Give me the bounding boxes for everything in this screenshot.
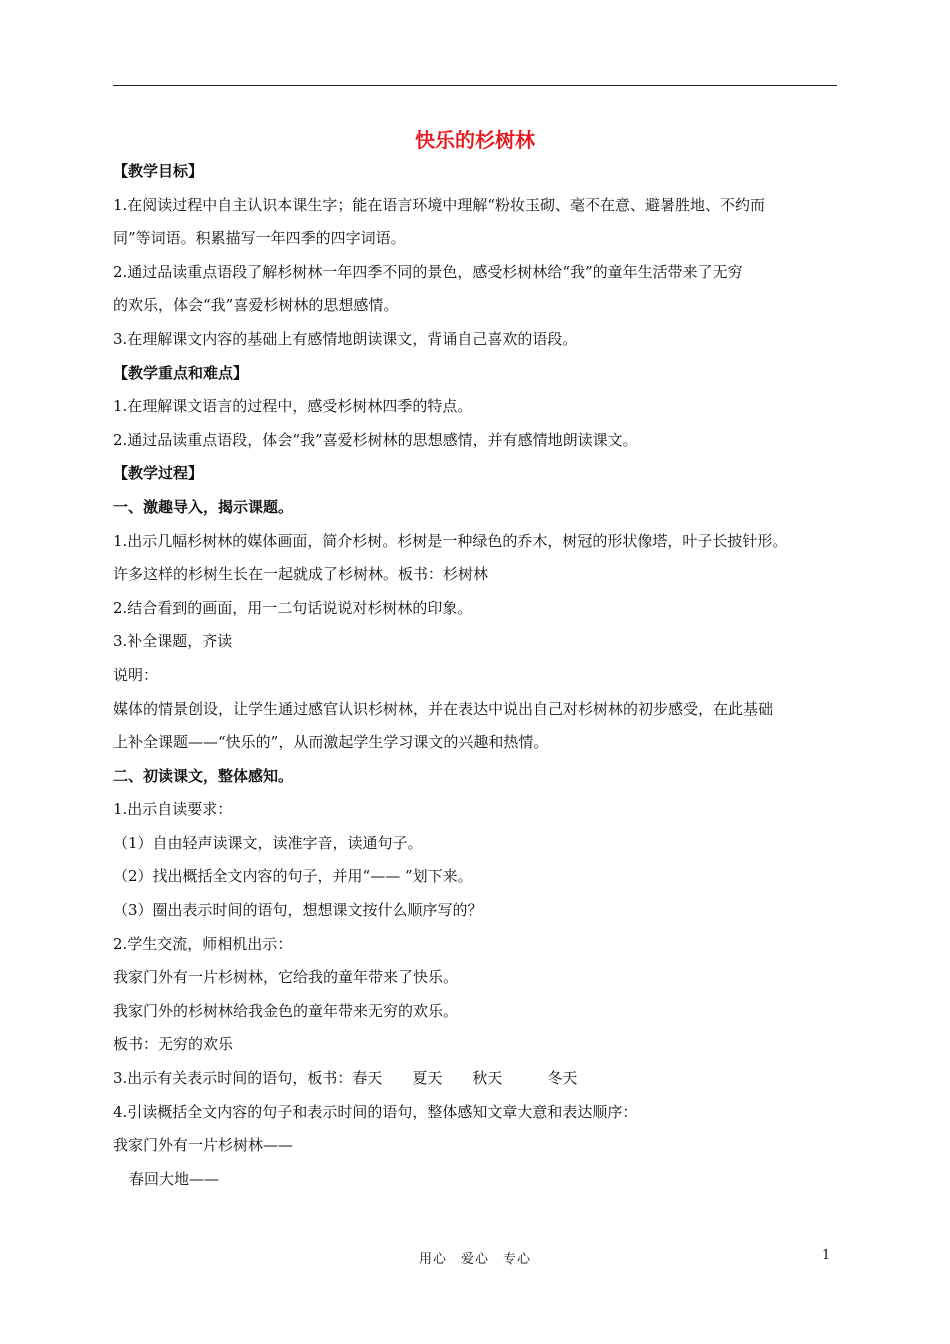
part-2-subitem-3: （3）圈出表示时间的语句，想想课文按什么顺序写的？ — [113, 901, 483, 920]
process-heading: 【教学过程】 — [113, 464, 204, 483]
goal-2-line-2: 的欢乐，体会“我”喜爱杉树林的思想感情。 — [113, 296, 399, 315]
part-2-subitem-1: （1）自由轻声读课文，读准字音，读通句子。 — [113, 833, 423, 852]
note-label: 说明： — [113, 665, 159, 684]
document-body — [113, 155, 843, 1196]
part-2-item-2: 2.学生交流，师相机出示： — [113, 934, 293, 953]
quote-1: 我家门外有一片杉树林，它给我的童年带来了快乐。 — [113, 968, 459, 987]
goal-1-line-2: 同”等词语。积累描写一年四季的四字词语。 — [113, 229, 406, 248]
goal-1-line-1: 1.在阅读过程中自主认识本课生字；能在语言环境中理解“粉妆玉砌、毫不在意、避暑胜地、不约而 — [113, 195, 765, 214]
part-1-item-1-line-2: 许多这样的杉树生长在一起就成了杉树林。板书：杉树林 — [113, 565, 489, 584]
key-heading: 【教学重点和难点】 — [113, 363, 249, 382]
read-line-1: 我家门外有一片杉树林—— — [113, 1136, 294, 1155]
part-1-item-3: 3.补全课题，齐读 — [113, 632, 233, 651]
goal-3: 3.在理解课文内容的基础上有感情地朗读课文，背诵自己喜欢的语段。 — [113, 329, 578, 348]
header-rule — [113, 85, 837, 86]
key-1: 1.在理解课文语言的过程中，感受杉树林四季的特点。 — [113, 397, 473, 416]
note-line-2: 上补全课题——“快乐的”，从而激起学生学习课文的兴趣和热情。 — [113, 733, 549, 752]
part-2-heading: 二、初读课文，整体感知。 — [113, 766, 294, 785]
part-2-item-1: 1.出示自读要求： — [113, 800, 233, 819]
footer-motto: 用心 爱心 专心 — [418, 1252, 531, 1267]
part-1-heading: 一、激趣导入，揭示课题。 — [113, 497, 294, 516]
part-1-item-2: 2.结合看到的画面，用一二句话说说对杉树林的印象。 — [113, 598, 473, 617]
goal-2-line-1: 2.通过品读重点语段了解杉树林一年四季不同的景色，感受杉树林给“我”的童年生活带来了无穷 — [113, 262, 743, 281]
document-title: 快乐的杉树林 — [415, 128, 535, 152]
part-1-item-1-line-1: 1.出示几幅杉树林的媒体画面，简介杉树。杉树是一种绿色的乔木，树冠的形状像塔，叶子长披针形。 — [113, 531, 788, 550]
goals-heading: 【教学目标】 — [113, 162, 204, 180]
part-2-item-4: 4.引读概括全文内容的句子和表示时间的语句，整体感知文章大意和表达顺序： — [113, 1102, 638, 1121]
quote-2: 我家门外的杉树林给我金色的童年带来无穷的欢乐。 — [113, 1001, 459, 1020]
page-number: 1 — [822, 1248, 831, 1263]
key-2: 2.通过品读重点语段，体会“我”喜爱杉树林的思想感情，并有感情地朗读课文。 — [113, 430, 638, 449]
part-2-item-3: 3.出示有关表示时间的语句，板书：春天 夏天 秋天 冬天 — [113, 1069, 578, 1088]
note-line-1: 媒体的情景创设，让学生通过感官认识杉树林，并在表达中说出自己对杉树林的初步感受，在此基础 — [113, 699, 774, 718]
board-note: 板书：无穷的欢乐 — [113, 1035, 234, 1054]
read-line-2: 春回大地—— — [129, 1169, 220, 1188]
part-2-subitem-2: （2）找出概括全文内容的句子，并用“—— ”划下来。 — [113, 867, 473, 886]
